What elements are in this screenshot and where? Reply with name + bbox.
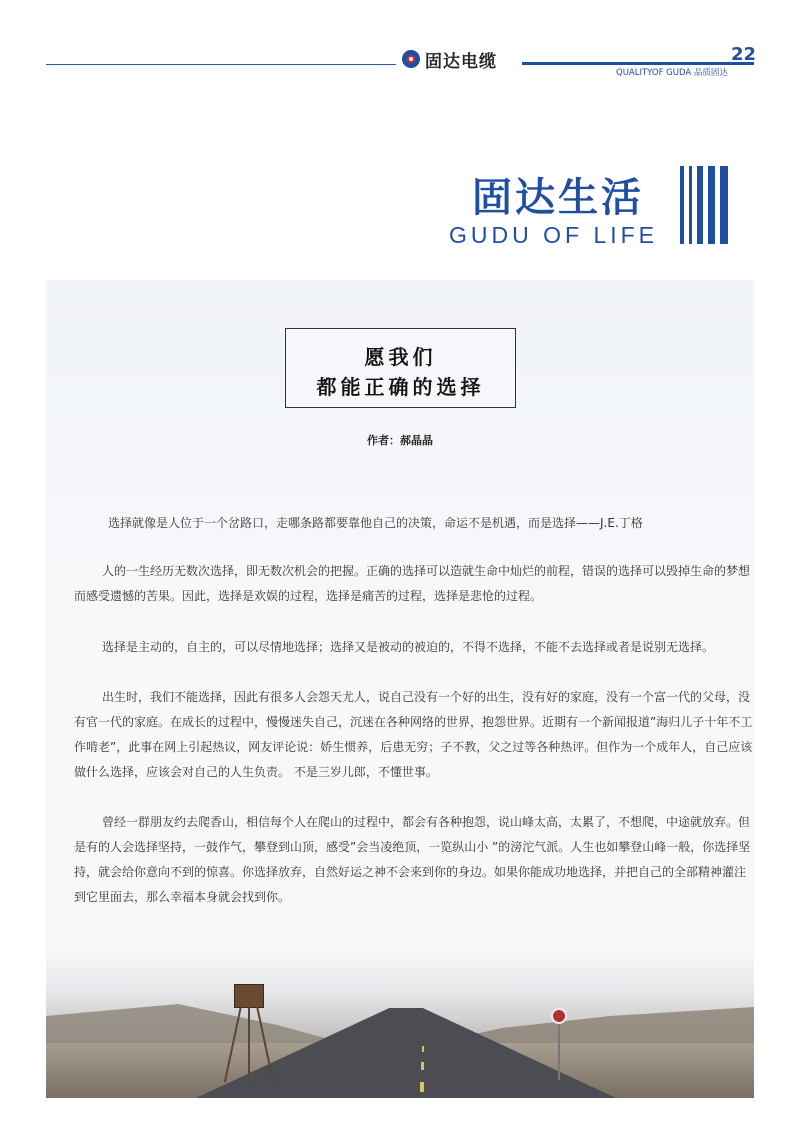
paragraph-text: 选择就像是人位于一个岔路口，走哪条路都要靠他自己的决策，命运不是机遇，而是选择——J.E.丁格 — [108, 516, 643, 530]
article-paragraph — [74, 635, 754, 660]
article-author: 作者：郝晶晶 — [367, 434, 433, 447]
article-title-line-1: 愿我们 — [364, 345, 437, 369]
camera-tripod-icon — [234, 984, 264, 1084]
header-subtitle: QUALITYOF GUDA 品质固达 — [616, 68, 728, 78]
article-title-line-2: 都能正确的选择 — [316, 375, 485, 399]
brand-logo-text: 固达电缆 — [425, 51, 497, 72]
barcode-decoration — [680, 166, 728, 244]
paragraph-text: 人的一生经历无数次选择，即无数次机会的把握。正确的选择可以造就生命中灿烂的前程，错误的选择可以毁掉生命的梦想而感受遗憾的苦果。因此，选择是欢娱的过程，选择是痛苦的过程，选择是悲怆的过程。 — [74, 564, 751, 603]
article-paragraph — [74, 511, 754, 536]
article-paragraph — [74, 810, 754, 910]
article-panel — [46, 280, 754, 1098]
paragraph-text: 出生时，我们不能选择，因此有很多人会怨天尤人，说自己没有一个好的出生，没有好的家庭，没有一个富一代的父母，没有官一代的家庭。在成长的过程中，慢慢迷失自己，沉迷在各种网络的世界，抱怨世界。近期有一个新闻报道”海归儿子十年不工作啃老”，此事在网上引起热议，网友评论说：娇生惯养，后患无穷；子不教，父之过等各种热评。但作为一个成年人，自己应该做什么选择，应该会对自己的人生负责。 不是三岁儿郎，不懂世事。 — [74, 690, 753, 779]
section-title-en: GUDU OF LIFE — [449, 222, 659, 248]
paragraph-text: 选择是主动的，自主的，可以尽情地选择；选择又是被动的被迫的，不得不选择，不能不去选择或者是说别无选择。 — [102, 640, 715, 654]
section-title-cn: 固达生活 — [472, 175, 644, 221]
brand-logo — [402, 48, 497, 70]
header-rule-left — [46, 64, 396, 65]
brand-logo-icon — [402, 50, 420, 68]
article-paragraph — [74, 559, 754, 609]
article-paragraph — [74, 685, 754, 785]
header-rule-right — [522, 62, 754, 65]
page-number: 22 — [731, 44, 757, 65]
road-landscape-image — [46, 948, 754, 1098]
stop-sign-icon — [551, 1008, 567, 1080]
paragraph-text: 曾经一群朋友约去爬香山，相信每个人在爬山的过程中，都会有各种抱怨，说山峰太高，太累了，不想爬，中途就放弃。但是有的人会选择坚持，一鼓作气，攀登到山顶，感受”会当凌绝顶，一览纵山小 ”的滂沱气派。人生也如攀登山峰一般，你选择坚持，就会给你意向不到的惊喜。你选择放弃，自然好运之神不会来到你的身边。如果你能成功地选择，并把自己的全部精神灌注到它里面去，那么幸福本身就会找到你。 — [74, 815, 751, 904]
article-title-box — [285, 328, 516, 408]
